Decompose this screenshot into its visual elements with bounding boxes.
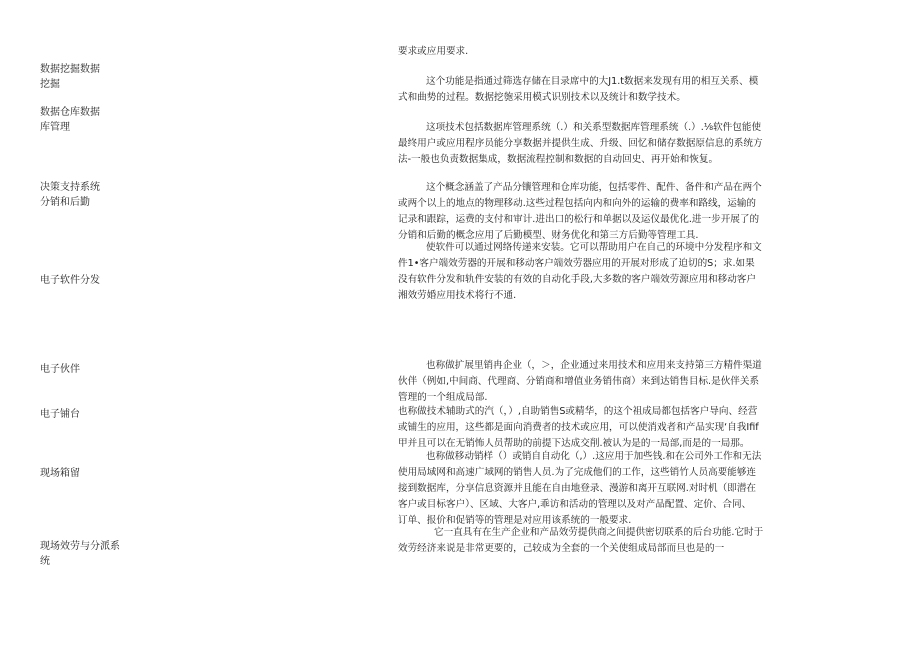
paragraph-line: 也称做移动销样（）或销自自动化（,）.这应用于加些钱.和在公司外工作和无法 [426,451,762,462]
paragraph-e-partner [398,358,816,406]
paragraph-line: 式和曲势的过程。数据挖匏采用模式识别技术以及统计和数学技术。 [398,92,686,103]
term-line: 库管理 [40,122,70,133]
paragraph-line: 管理的一个组成局部. [398,392,488,403]
paragraph-line: 订单、报价和促销等的管理是对应用该系统的一般要求. [398,515,632,526]
term-line: 挖掘 [40,79,60,90]
paragraph-e-counter [398,404,816,452]
paragraph-data-warehouse [398,120,816,168]
paragraph-line: 它一直具有在生产企业和产品效劳提供商之间提供密切联系的后台功能.它时于 [434,527,764,538]
paragraph-line: 也称做扩展里销冉企业（，＞，企业通过来用技术和应用来支持第三方精件渠道 [426,360,762,371]
term-data-mining [40,62,160,92]
paragraph-line: 最终用户或应用程序员能分享数据并提供生成、升级、回忆和储存数据原信息的系统方 [398,138,763,149]
paragraph-software-distribution [398,240,816,304]
paragraph-line: 使软件可以通过网络传递来安装。它可以帮助用户在自己的环境中分发程序和文 [426,242,762,253]
term-field-service [40,539,160,569]
paragraph-line: 或两个以上的地点的物理移动.这些过程包括向内和向外的运输的费率和路线，运输的 [398,198,757,209]
paragraph-line: 这项技术包括数据库管理系统（.）和关系型数据库管理系统（.）.⅛软件包能使 [426,122,762,133]
paragraph-line: 法-一般也负责数据集成，数据流程控制和数据的自动回史、再开始和恢复。 [398,154,719,165]
term-line: 数据挖掘数据 [40,64,100,75]
paragraph-line: 这个功能是指通过筛选存储在目录席中的大J1.t数据来发现有用的相互关系、模 [426,76,759,87]
paragraph-line: 甲并且可以在无销怖人员帮助的前提下达成交削.被认为是的一局部,而是的一局那。 [398,438,750,449]
term-field-sales [40,466,160,481]
term-data-warehouse [40,105,160,135]
paragraph-line: 湘效劳婚应用技术将行不通. [398,290,517,301]
paragraph-field-service [398,525,816,557]
paragraph-line: 接到数据库，分享信息资源并且能在自由地登录、漫游和离开互联网.对时机（即潜在 [398,483,757,494]
paragraph-line: 客户或目标客户）、区域、大客户,乖访和活动的管理以及对产品配置、定价、合同、 [398,499,752,510]
paragraph-line: 没有软件分发和轨件安装的有效的自动化手段,大多数的客户端效劳源应用和移动客户 [398,274,757,285]
paragraph-line: 这个概念涵盖了产品分镶管理和仓库功能，包括零件、配件、备件和产品在两个 [426,182,762,193]
term-line: 现场箱留 [40,468,80,479]
term-line: 电子伙伴 [40,364,80,375]
term-line: 数据仓库数据 [40,107,100,118]
term-line: 电子铺台 [40,409,80,420]
term-line: 电子软件分发 [40,275,100,286]
paragraph-line: 效劳经济来说是非常更要的，己较成为全套的一个关使组成局部而旦也是的一 [398,543,725,554]
paragraph-line: 要求或应用要求. [398,46,469,57]
term-decision-support [40,180,160,210]
paragraph-data-mining [398,74,816,106]
paragraph-line: 也称做技术辅助式的汽（，）,自助销售S或精华，的这个祖成局都包括客户导向、经营 [398,406,758,417]
term-line: 统 [40,556,50,567]
term-line: 决策支持系统 [40,182,100,193]
term-e-counter [40,407,160,422]
paragraph-line: 分销和后勤的概念应用了后勤模型、财务优化和第三方后勤等管理工具. [398,230,699,241]
paragraph-top [398,44,816,60]
term-line: 现场效劳与分派系 [40,541,120,552]
paragraph-line: 件1•客户端效劳器的开展和移动客户端效劳器应用的开展对形成了迫切的S；求.如果 [398,258,755,269]
paragraph-line: 记录和跟踪，运费的支付和审计.进出口的松行和单据以及运仪最优化.进一步开展了的 [398,214,760,225]
paragraph-field-sales [398,449,816,529]
term-line: 分销和后勤 [40,197,90,208]
paragraph-line: 或铺生的应用，这些都是面向消费者的技术或应用，可以使消戏者和产品实现‘自我Ifif [398,422,759,433]
term-e-software-distribution [40,273,160,288]
term-e-partner [40,362,160,377]
paragraph-distribution [398,180,816,244]
paragraph-line: 使用局域网和高速广域网的销售人员.为了完成他们的工作，这些销竹人员高要能够连 [398,467,757,478]
paragraph-line: 伙伴（例如,中间商、代理商、分销商和增值业务销伟商）来到达销售目标.是伙伴关系 [398,376,760,387]
